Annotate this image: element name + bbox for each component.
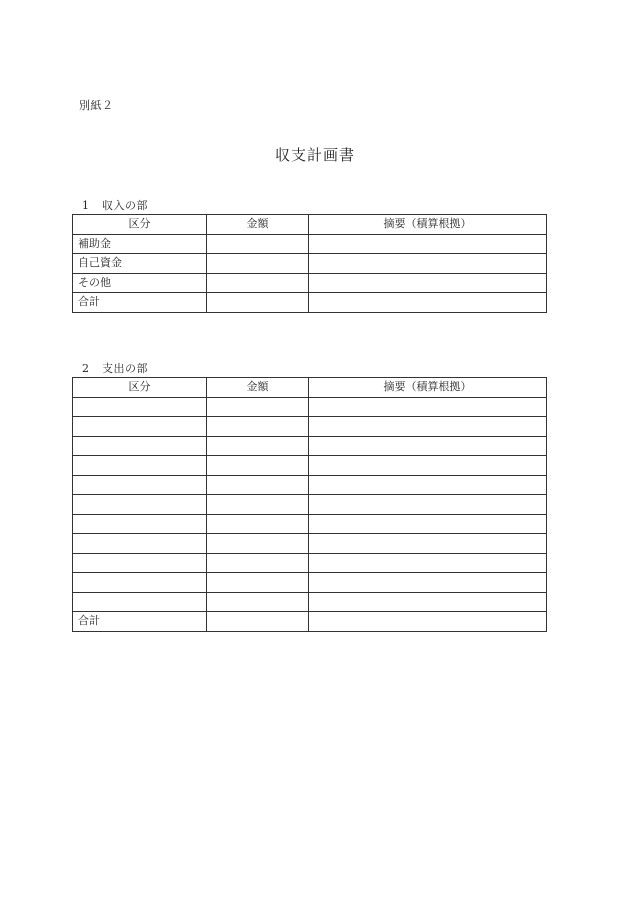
amount-cell[interactable] xyxy=(207,514,309,534)
amount-cell[interactable] xyxy=(207,417,309,437)
summary-cell[interactable] xyxy=(309,495,547,515)
page-label: 別紙２ xyxy=(79,99,114,112)
category-cell[interactable] xyxy=(73,592,207,612)
expense-table-row xyxy=(73,553,547,573)
expense-table-row xyxy=(73,475,547,495)
summary-cell[interactable] xyxy=(309,514,547,534)
column-header-category: 区分 xyxy=(73,215,207,235)
summary-cell[interactable] xyxy=(309,553,547,573)
category-cell[interactable] xyxy=(73,417,207,437)
amount-cell[interactable] xyxy=(207,475,309,495)
document-title: 収支計画書 xyxy=(274,146,355,164)
summary-cell[interactable] xyxy=(309,254,547,274)
category-cell[interactable] xyxy=(73,514,207,534)
income-section-title: 収入の部 xyxy=(102,199,148,212)
category-cell[interactable]: 補助金 xyxy=(73,234,207,254)
expense-table-row xyxy=(73,573,547,593)
expense-section-heading xyxy=(82,360,148,376)
summary-cell[interactable] xyxy=(309,592,547,612)
expense-table xyxy=(72,377,547,632)
amount-cell[interactable] xyxy=(207,612,309,632)
category-cell[interactable] xyxy=(73,495,207,515)
expense-section-number: 2 xyxy=(82,362,90,375)
income-table-row xyxy=(73,293,547,313)
income-table-row xyxy=(73,273,547,293)
amount-cell[interactable] xyxy=(207,495,309,515)
expense-table-row xyxy=(73,397,547,417)
expense-table-row xyxy=(73,495,547,515)
amount-cell[interactable] xyxy=(207,573,309,593)
income-table-body xyxy=(73,234,547,312)
expense-table-row xyxy=(73,417,547,437)
category-cell[interactable] xyxy=(73,573,207,593)
amount-cell[interactable] xyxy=(207,534,309,554)
summary-cell[interactable] xyxy=(309,573,547,593)
income-section-heading xyxy=(82,197,148,213)
summary-cell[interactable] xyxy=(309,273,547,293)
category-cell[interactable] xyxy=(73,534,207,554)
summary-cell[interactable] xyxy=(309,475,547,495)
amount-cell[interactable] xyxy=(207,456,309,476)
category-cell[interactable]: 自己資金 xyxy=(73,254,207,274)
income-table-row xyxy=(73,234,547,254)
amount-cell[interactable] xyxy=(207,553,309,573)
category-cell[interactable] xyxy=(73,553,207,573)
amount-cell[interactable] xyxy=(207,234,309,254)
expense-table-body xyxy=(73,397,547,631)
income-table-header xyxy=(73,215,547,235)
category-cell[interactable] xyxy=(73,436,207,456)
column-header-summary: 摘要（積算根拠） xyxy=(309,378,547,398)
category-cell[interactable]: 合計 xyxy=(73,612,207,632)
expense-table-header xyxy=(73,378,547,398)
category-cell[interactable] xyxy=(73,475,207,495)
amount-cell[interactable] xyxy=(207,436,309,456)
category-cell[interactable] xyxy=(73,397,207,417)
expense-section-title: 支出の部 xyxy=(102,362,148,375)
summary-cell[interactable] xyxy=(309,456,547,476)
income-table xyxy=(72,214,547,313)
income-table-row xyxy=(73,254,547,274)
column-header-amount: 金額 xyxy=(207,378,309,398)
summary-cell[interactable] xyxy=(309,612,547,632)
amount-cell[interactable] xyxy=(207,397,309,417)
category-cell[interactable]: その他 xyxy=(73,273,207,293)
expense-table-row xyxy=(73,592,547,612)
amount-cell[interactable] xyxy=(207,254,309,274)
summary-cell[interactable] xyxy=(309,436,547,456)
category-cell[interactable]: 合計 xyxy=(73,293,207,313)
column-header-category: 区分 xyxy=(73,378,207,398)
amount-cell[interactable] xyxy=(207,273,309,293)
expense-table-row xyxy=(73,534,547,554)
expense-table-row xyxy=(73,456,547,476)
expense-table-row xyxy=(73,514,547,534)
category-cell[interactable] xyxy=(73,456,207,476)
summary-cell[interactable] xyxy=(309,397,547,417)
expense-table-row xyxy=(73,436,547,456)
income-section-number: 1 xyxy=(82,199,90,212)
summary-cell[interactable] xyxy=(309,234,547,254)
amount-cell[interactable] xyxy=(207,293,309,313)
summary-cell[interactable] xyxy=(309,293,547,313)
column-header-amount: 金額 xyxy=(207,215,309,235)
summary-cell[interactable] xyxy=(309,534,547,554)
column-header-summary: 摘要（積算根拠） xyxy=(309,215,547,235)
amount-cell[interactable] xyxy=(207,592,309,612)
summary-cell[interactable] xyxy=(309,417,547,437)
expense-table-row xyxy=(73,612,547,632)
